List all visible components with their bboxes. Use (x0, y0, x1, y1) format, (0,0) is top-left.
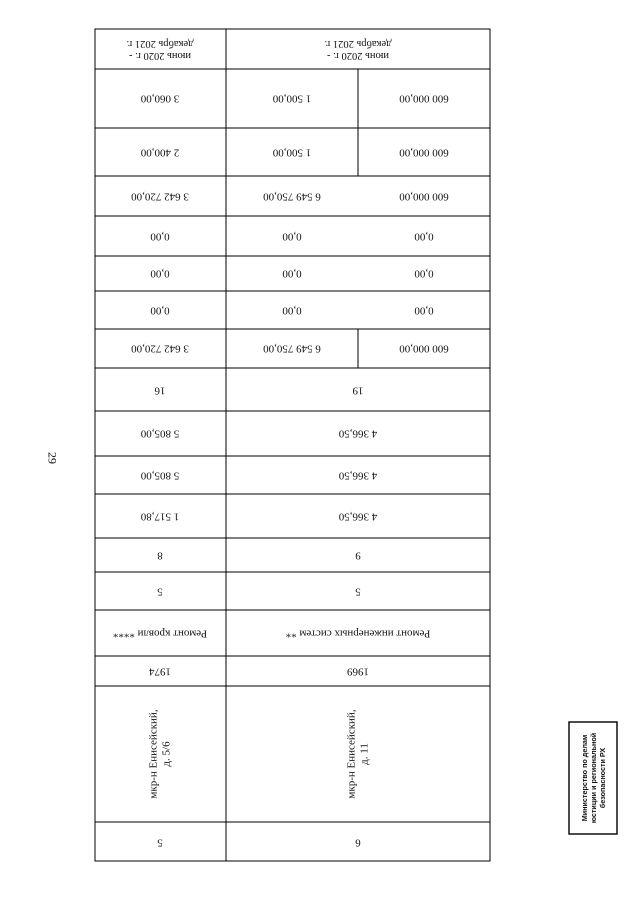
upper-cell-c1: 5 (157, 585, 163, 598)
upper-cell-c7: 3 642 720,00 (131, 342, 189, 355)
upper-address: мкр-н Енисейский,д. 5/6 (147, 709, 173, 799)
lower-cell-c9-b: 0,00 (414, 267, 434, 280)
lower-cell-c4: 4 366,50 (338, 469, 378, 482)
lower-cell-c7a: 6 549 750,00 (263, 342, 321, 355)
upper-cell-c12: 2 400,00 (140, 146, 180, 159)
lower-cell-c12a: 1 500,00 (272, 146, 312, 159)
upper-year: 1974 (149, 665, 171, 678)
lower-row-number: 6 (355, 836, 361, 849)
lower-cell-c9: 0,00 (282, 267, 302, 280)
upper-cell-c6: 16 (154, 384, 166, 397)
lower-cell-c2: 9 (355, 549, 361, 562)
upper-cell-c3: 1 517,80 (140, 510, 180, 523)
lower-cell-c6: 19 (352, 384, 364, 397)
upper-cell-c4: 5 805,00 (140, 469, 180, 482)
stamp-line-2: юстиции и региональной (588, 732, 598, 824)
upper-cell-c8: 0,00 (150, 304, 170, 317)
lower-cell-c5: 4 366,50 (338, 427, 378, 440)
lower-cell-c11b: 600 000,00 (399, 190, 449, 203)
lower-cell-c13b: 600 000,00 (399, 92, 449, 105)
lower-address: мкр-н Енисейский,д. 11 (345, 709, 371, 799)
lower-cell-c7b: 600 000,00 (399, 342, 449, 355)
completion-date-lower: июнь 2020 г. -декабрь 2021 г. (324, 37, 392, 61)
upper-work-type: Ремонт кровли **** (112, 627, 208, 640)
upper-cell-c13: 3 060,00 (140, 92, 180, 105)
lower-cell-c8: 0,00 (282, 304, 302, 317)
upper-cell-c11: 3 642 720,00 (131, 190, 189, 203)
lower-cell-c13a: 1 500,00 (272, 92, 312, 105)
upper-cell-c9: 0,00 (150, 267, 170, 280)
stamp-line-3: безопасности РХ (597, 747, 607, 809)
upper-row-number: 5 (157, 836, 163, 849)
lower-cell-c3: 4 366,50 (338, 510, 378, 523)
lower-cell-c10-b: 0,00 (414, 230, 434, 243)
official-stamp (569, 722, 617, 834)
page-number: 29 (45, 452, 60, 464)
lower-cell-c11a: 6 549 750,00 (263, 190, 321, 203)
lower-cell-c8-b: 0,00 (414, 304, 434, 317)
stamp-line-1: Министерство по делам (579, 734, 589, 822)
completion-date-upper: июнь 2020 г. -декабрь 2021 г. (126, 37, 194, 61)
upper-cell-c2: 8 (157, 549, 163, 562)
lower-cell-c10: 0,00 (282, 230, 302, 243)
upper-cell-c10: 0,00 (150, 230, 170, 243)
lower-cell-c1: 5 (355, 585, 361, 598)
lower-work-type: Ремонт инженерных систем ** (285, 627, 431, 640)
lower-cell-c12b: 600 000,00 (399, 146, 449, 159)
lower-year: 1969 (347, 665, 369, 678)
upper-cell-c5: 5 805,00 (140, 427, 180, 440)
